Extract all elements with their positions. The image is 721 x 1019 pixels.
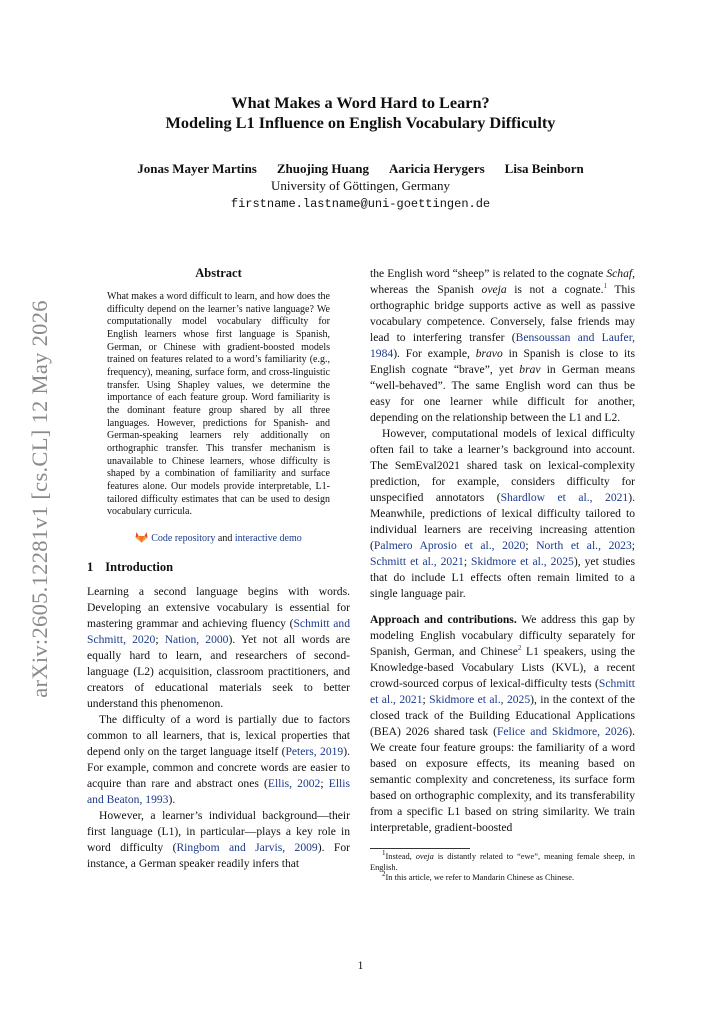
code-repository-link[interactable]: Code repository xyxy=(151,532,216,544)
text-run: ; xyxy=(320,776,329,790)
citation-link[interactable]: Shardlow et al., 2021 xyxy=(500,491,629,504)
citation-link[interactable]: Skidmore et al., 2025 xyxy=(429,693,531,706)
text-run: the English word “sheep” is related to the cognate xyxy=(370,267,607,280)
text-run: ). For instance, a German speaker readily infers that xyxy=(87,840,351,870)
citation-link[interactable]: Skidmore et al., 2025 xyxy=(471,555,574,568)
citation-link[interactable]: Felice and Skidmore, 2026 xyxy=(496,725,629,738)
italic-term: oveja xyxy=(481,283,507,296)
text-run: ). Yet not all words are equally hard to learn, and researchers of second-language (L2) acquisition, classroom practitioners, and creators of educational materials seek to better understand this phenomenon. xyxy=(87,632,351,710)
citation-link[interactable]: Ellis, 2002 xyxy=(267,776,321,790)
citation-link[interactable]: Schmitt et al., 2021 xyxy=(370,677,635,706)
intro-paragraph-1 xyxy=(87,584,350,712)
citation-link[interactable]: Nation, 2000 xyxy=(164,632,229,646)
page-number: 1 xyxy=(357,960,364,972)
citation-link[interactable]: Schmitt and Schmitt, 2020 xyxy=(87,616,350,646)
code-links xyxy=(87,531,350,544)
section-number: 1 xyxy=(87,559,94,574)
left-column xyxy=(87,266,350,872)
author-list xyxy=(0,161,721,177)
section-title: Introduction xyxy=(105,559,174,574)
footnote-number: 1 xyxy=(382,849,386,858)
text-run: ). xyxy=(168,792,176,806)
right-paragraph-1 xyxy=(370,266,635,426)
italic-term: Schaf xyxy=(606,267,633,280)
intro-paragraph-2 xyxy=(87,712,350,808)
text-run: in German means “well-behaved”. The same English word can thus be easy for one learner while difficult for another, depending on the relationship between the L1 and L2. xyxy=(370,363,636,424)
paper-header xyxy=(0,93,721,212)
section-heading-introduction xyxy=(87,560,350,575)
interactive-demo-link[interactable]: interactive demo xyxy=(234,532,302,544)
text-run: Instead, xyxy=(385,852,416,861)
text-run: ; xyxy=(155,632,165,646)
email: firstname.lastname@uni-goettingen.de xyxy=(230,197,491,211)
citation-link[interactable]: Peters, 2019 xyxy=(285,744,344,758)
text-run: ), yet studies that do include L1 effects often remain limited to a single language pair. xyxy=(370,555,635,600)
italic-term: brav xyxy=(519,363,541,376)
code-links-and: and xyxy=(217,532,233,544)
footnote-number: 2 xyxy=(382,870,386,879)
italic-term: oveja xyxy=(415,852,434,861)
footnote-2 xyxy=(370,870,635,884)
text-run: ). Meanwhile, predictions of lexical difficulty tailored to individual learners are receiving increasing attention ( xyxy=(370,491,635,552)
citation-link[interactable]: North et al., 2023 xyxy=(536,539,632,552)
paper-title-line-2: Modeling L1 Influence on English Vocabulary Difficulty xyxy=(165,113,556,132)
author-1: Jonas Mayer Martins xyxy=(137,161,257,176)
text-run: ), in the context of the closed track of the Building Educational Applications (BEA) 2026 shared task ( xyxy=(370,693,636,738)
author-3: Aaricia Herygers xyxy=(389,161,485,176)
text-run: We address this gap by modeling English vocabulary difficulty separately for Spanish, German, and Chinese xyxy=(370,613,636,658)
gitlab-fox-icon xyxy=(135,531,148,543)
citation-link[interactable]: Palmero Aprosio et al., 2020 xyxy=(373,539,526,552)
citation-link[interactable]: Bensoussan and Laufer, 1984 xyxy=(370,331,635,360)
arxiv-id: arXiv:2605.12281v1 [cs.CL] 12 May 2026 xyxy=(27,300,53,698)
italic-term: bravo xyxy=(475,347,503,360)
text-run: ; xyxy=(422,693,430,706)
right-column xyxy=(370,266,635,884)
citation-link[interactable]: Ellis and Beaton, 1993 xyxy=(87,776,350,806)
text-run: ). We create four feature groups: the familiarity of a word based on exposure effects, its meaning based on semantic complexity and concreteness, its surface form based on orthographic complexity, and its transferability from a specific L1 based on string similarity. We train interpretable, gradient-boosted xyxy=(370,725,635,834)
right-paragraph-2 xyxy=(370,426,635,602)
text-run: ; xyxy=(631,539,635,552)
author-2: Zhuojing Huang xyxy=(276,161,369,176)
text-run: ). For example, common and concrete words are easier to acquire than rare and abstract ones ( xyxy=(87,744,350,790)
footnote-marker-2[interactable]: 2 xyxy=(517,644,522,653)
text-run: The difficulty of a word is partially due to factors common to all learners, that is, lexical properties that depend only on the target language itself ( xyxy=(87,712,350,758)
footnotes xyxy=(370,849,635,884)
footnote-1 xyxy=(370,849,635,873)
text-run: L1 speakers, using the Knowledge-based Vocabulary Lists (KVL), a recent crowd-sourced corpus of lexical-difficulty tests ( xyxy=(370,645,635,690)
text-run: However, computational models of lexical difficulty often fail to take a learner’s background into account. The SemEval2021 shared task on lexical-complexity prediction, for example, considers difficulty for unspecified annotators ( xyxy=(370,427,635,504)
citation-link[interactable]: Ringbom and Jarvis, 2009 xyxy=(176,840,318,854)
text-run: This orthographic bridge supports active as well as passive vocabulary competence. Conversely, false friends may lead to interfering transfer ( xyxy=(370,283,635,344)
paragraph-heading: Approach and contributions. xyxy=(370,613,517,626)
text-run: ; xyxy=(525,539,537,552)
text-run: Learning a second language begins with words. Developing an extensive vocabulary is essential for mastering grammar and achieving fluency ( xyxy=(87,584,350,630)
text-run: ). For example, xyxy=(393,347,476,360)
footnote-marker-1[interactable]: 1 xyxy=(603,282,608,291)
text-run: In this article, we refer to Mandarin Chinese as Chinese. xyxy=(385,873,575,882)
text-run: ; xyxy=(463,555,472,568)
abstract-heading: Abstract xyxy=(195,266,242,280)
text-run: However, a learner’s individual background—their first language (L1), in particular—plays a key role in word difficulty ( xyxy=(87,808,350,854)
text-run: in Spanish is close to its English cognate “brave”, yet xyxy=(370,347,635,376)
affiliation: University of Göttingen, Germany xyxy=(270,178,451,193)
arxiv-stamp xyxy=(18,289,62,709)
citation-link[interactable]: Schmitt et al., 2021 xyxy=(370,555,464,568)
text-run: , whereas the Spanish xyxy=(370,267,635,296)
text-run: is distantly related to “ewe”, meaning female sheep, in English. xyxy=(370,852,635,872)
text-run: is not a cognate. xyxy=(506,283,604,296)
right-paragraph-3 xyxy=(370,612,635,836)
abstract-text: What makes a word difficult to learn, and how does the difficulty depend on the learner’s native language? We computationally model vocabulary difficulty for English learners whose first language is Spanish, German, or Chinese with gradient-boosted models trained on features related to a word’s familiarity (e.g., frequency), meaning, surface form, and cross-linguistic transfer. Using Shapley values, we determine the importance of each feature group. Word familiarity is the dominant feature group shared by all three languages. However, predictions for Spanish- and German-speaking learners rely additionally on orthographic transfer. This transfer mechanism is unavailable to Chinese learners, whose difficulty is shaped by a combination of familiarity and surface features alone. Our models provide interpretable, L1-tailored difficulty estimates that can be used to design vocabulary curricula. xyxy=(107,291,330,518)
paper-title-line-1: What Makes a Word Hard to Learn? xyxy=(231,93,490,112)
author-4: Lisa Beinborn xyxy=(504,161,584,176)
intro-paragraph-3 xyxy=(87,808,350,872)
